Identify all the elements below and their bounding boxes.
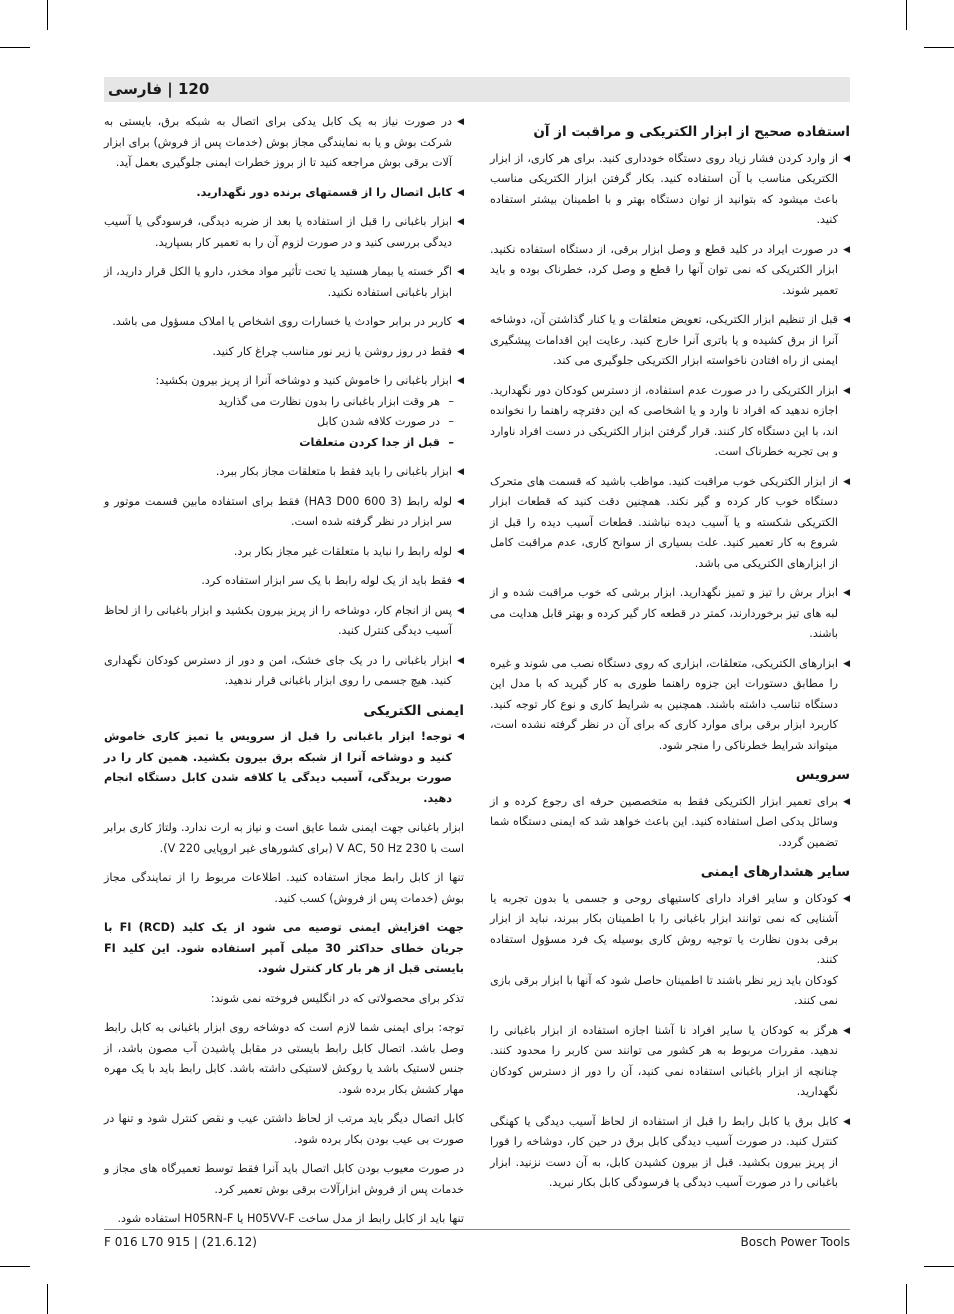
- sub-item: – هر وقت ابزار باغبانی را بدون نظارت می گذارید: [104, 392, 464, 413]
- bullet-item: ◀ کودکان و سایر افراد دارای کاستیهای روحی و جسمی یا بدون تجربه یا آشنایی که نمی توانند ابزار باغبانی را با اطمینان بکار ببرند، نباید از ابزار برقی بدون نظارت یا توجیه روش کاری بوسیله یک فرد مسؤول استفاده کنند.: [490, 889, 850, 971]
- right-column: [490, 120, 850, 1203]
- bullet-item: ◀ فقط در روز روشن یا زیر نور مناسب چراغ کار کنید.: [104, 342, 464, 363]
- paragraph: ابزار باغبانی جهت ایمنی شما عایق است و نیاز به ارت ندارد. ولتاژ کاری برابر است با 230 V AC, 50 Hz (برای کشورهای غیر اروپایی 220 V).: [104, 821, 464, 855]
- bullet-item: ◀ ابزار الکتریکی را در صورت عدم استفاده، از دسترس کودکان دور نگهدارید. اجازه ندهید که افراد نا وارد و یا اشخاصی که این دفترچه راهنما را نخوانده اند، با این دستگاه کار کنند. قرار گرفتن ابزار الکتریکی در دست افراد ناوارد و بی تجربه خطرناک است.: [490, 381, 850, 463]
- header-bar: [104, 77, 850, 102]
- paragraph: کابل اتصال دیگر باید مرتب از لحاظ داشتن عیب و نقص کنترل شود و تنها در صورت بی عیب بودن بکار برده شود.: [104, 1112, 464, 1146]
- bullet-item: ◀ ابزارهای الکتریکی، متعلقات، ابزاری که روی دستگاه نصب می شوند و غیره را مطابق دستورات این جزوه راهنما طوری به کار گیرید که با مدل این دستگاه تناسب داشته باشند. همچنین به شرایط کاری و نوع کار توجه کنید. کاربرد ابزار برقی برای موارد کاری که برای آن در نظر گرفته نشده است، میتواند شرایط خطرناکی را منجر شود.: [490, 654, 850, 757]
- crop-mark: [924, 1266, 954, 1267]
- sub-item: – در صورت کلافه شدن کابل: [104, 412, 464, 433]
- bullet-item: ◀ ابزار برش را تیز و تمیز نگهدارید. ابزار برشی که خوب مراقبت شده و از لبه های تیز برخوردارند، کمتر در قطعه کار گیر کرده و بهتر قابل هدایت می باشند.: [490, 583, 850, 645]
- bullet-item: ◀ کاربر در برابر حوادث یا خسارات روی اشخاص یا املاک مسؤول می باشد.: [104, 312, 464, 333]
- bullet-item: ◀ اگر خسته یا بیمار هستید یا تحت تأثیر مواد مخدر، دارو یا الکل قرار دارید، از ابزار باغبانی استفاده نکنید.: [104, 262, 464, 303]
- bullet-item: ◀ هرگز به کودکان یا سایر افراد نا آشنا اجازه استفاده از ابزار باغبانی را ندهید. مقررات مربوط به هر کشور می توانند سن کاربر را محدود کنند. چنانچه از ابزار باغبانی استفاده نمی کنید، آن را دور از دسترس کودکان نگهدارید.: [490, 1021, 850, 1103]
- section-heading: سرویس: [795, 767, 850, 783]
- crop-mark: [906, 0, 907, 30]
- paragraph: توجه: برای ایمنی شما لازم است که دوشاخه روی ابزار باغبانی به کابل رابط وصل باشد. اتصال کابل رابط بایستی در مقابل پاشیدن آب مصون باشد، از جنس لاستیک باشد یا روکش لاستیکی داشته باشد. کابل رابط باید با یک مهره مهار کشش بکار برده شود.: [104, 1021, 464, 1096]
- crop-mark: [906, 1284, 907, 1314]
- footer-divider: [104, 1229, 850, 1230]
- crop-mark: [47, 1284, 48, 1314]
- footer-doc-code: F 016 L70 915 | (21.6.12): [104, 1235, 257, 1249]
- bullet-item: ◀ کابل اتصال را از قسمتهای برنده دور نگهدارید.: [104, 183, 464, 204]
- crop-mark: [47, 0, 48, 30]
- bullet-item: ◀ پس از انجام کار، دوشاخه را از پریز بیرون بکشید و ابزار باغبانی را از لحاظ آسیب دیدگی کنترل کنید.: [104, 601, 464, 642]
- bullet-item: ◀ کابل برق یا کابل رابط را قبل از استفاده از لحاظ آسیب دیدگی یا کهنگی کنترل کنید. در صورت آسیب دیدگی کابل برق در حین کار، دوشاخه را فورا از پریز بیرون بکشید. قبل از بیرون کشیدن کابل، به آن دست نزنید. ابزار باغبانی را در صورت آسیب دیدگی یا فرسودگی کابل بکار نبرید.: [490, 1112, 850, 1194]
- bullet-item: ◀ ابزار باغبانی را قبل از استفاده یا بعد از ضربه دیدگی، فرسودگی یا آسیب دیدگی بررسی کنید و در صورت لزوم آن را به تعمیر کار بسپارید.: [104, 212, 464, 253]
- bullet-item: ◀ قبل از تنظیم ابزار الکتریکی، تعویض متعلقات و یا کنار گذاشتن آن، دوشاخه آنرا از برق کشیده و یا باتری آنرا خارج کنید. رعایت این اقدامات پیشگیری ایمنی از راه افتادن ناخواسته ابزار الکتریکی جلوگیری می کند.: [490, 310, 850, 372]
- paragraph: تنها باید از کابل رابط از مدل ساخت H05VV-F یا H05RN-F استفاده شود.: [117, 1212, 464, 1225]
- paragraph: تنها از کابل رابط مجاز استفاده کنید. اطلاعات مربوط را از نمایندگی مجاز بوش (خدمات پس از فروش) کسب کنید.: [104, 871, 464, 905]
- bullet-item: ◀ لوله رابط (3 600 HA3 D00) فقط برای استفاده مابین قسمت موتور و سر ابزار در نظر گرفته شده است.: [104, 492, 464, 533]
- crop-mark: [0, 47, 30, 48]
- crop-mark: [924, 47, 954, 48]
- section-heading: ایمنی الکتریکی: [363, 702, 464, 719]
- bullet-item: ◀ ابزار باغبانی را در یک جای خشک، امن و دور از دسترس کودکان نگهداری کنید. هیچ جسمی را روی ابزار باغبانی قرار ندهید.: [104, 651, 464, 692]
- section-heading: سایر هشدارهای ایمنی: [700, 864, 850, 880]
- paragraph: در صورت معیوب بودن کابل اتصال باید آنرا فقط توسط تعمیرگاه های مجاز و خدمات پس از فروش ابزارآلات برقی بوش تعمیر کرد.: [104, 1162, 464, 1196]
- bullet-item: ◀ از وارد کردن فشار زیاد روی دستگاه خودداری کنید. برای هر کاری، از ابزار الکتریکی مناسب با آن استفاده کنید. بکار گرفتن ابزار الکتریکی مناسب باعث میشود که بتوانید از توان دستگاه بهتر و با اطمینان بیشتر استفاده کنید.: [490, 149, 850, 231]
- page-number: 120 | فارسی: [108, 80, 210, 98]
- footer-brand: Bosch Power Tools: [740, 1235, 850, 1249]
- bullet-item: ◀ در صورت نیاز به یک کابل یدکی برای اتصال به شبکه برق، بایستی به شرکت بوش و یا به نمایندگی مجاز بوش (خدمات پس از فروش) برای ابزار آلات برقی بوش مراجعه کنید تا از بروز خطرات ایمنی جلوگیری بعمل آید.: [104, 112, 464, 174]
- bullet-item: ◀ ابزار باغبانی را خاموش کنید و دوشاخه آنرا از پریز بیرون بکشید:: [104, 371, 464, 392]
- bullet-item: ◀ از ابزار الکتریکی خوب مراقبت کنید. مواظب باشید که قسمت های متحرک دستگاه خوب کار کرده و گیر نکند. همچنین دقت کنید که قطعات ابزار الکتریکی شکسته و یا آسیب دیده نباشند. قطعات آسیب دیده را قبل از شروع به کار تعمیر کنید. علت بسیاری از سوانح کاری، عدم مراقبت کامل از ابزارهای الکتریکی می باشد.: [490, 472, 850, 575]
- bullet-item: ◀ برای تعمیر ابزار الکتریکی فقط به متخصصین حرفه ای رجوع کرده و از وسائل یدکی اصل استفاده کنید. این باعث خواهد شد که ایمنی دستگاه شما تضمین گردد.: [490, 792, 850, 854]
- paragraph: تذکر برای محصولاتی که در انگلیس فروخته نمی شوند:: [210, 991, 464, 1005]
- bullet-item: ◀ توجه! ابزار باغبانی را قبل از سرویس یا تمیز کاری خاموش کنید و دوشاخه آنرا از شبکه برق بیرون بکشید. همین کار را در صورت بریدگی، آسیب دیدگی یا کلافه شدن کابل دستگاه انجام دهید.: [104, 727, 464, 809]
- bullet-item: ◀ لوله رابط را نباید با متعلقات غیر مجاز بکار برد.: [104, 542, 464, 563]
- bullet-item: ◀ ابزار باغبانی را باید فقط با متعلقات مجاز بکار ببرد.: [104, 462, 464, 483]
- paragraph: کودکان باید زیر نظر باشند تا اطمینان حاصل شود که آنها با ابزار برقی بازی نمی کنند.: [490, 973, 838, 1007]
- left-column: [104, 112, 464, 1239]
- sub-item: – قبل از جدا کردن متعلقات: [104, 433, 464, 454]
- crop-mark: [0, 1266, 30, 1267]
- paragraph: جهت افزایش ایمنی توصیه می شود از یک کلید FI (RCD) با جریان خطای حداکثر 30 میلی آمپر استفاده شود. این کلید FI بایستی قبل از هر بار کار کنترل شود.: [104, 921, 464, 975]
- bullet-item: ◀ فقط باید از یک لوله رابط با یک سر ابزار استفاده کرد.: [104, 571, 464, 592]
- bullet-item: ◀ در صورت ایراد در کلید قطع و وصل ابزار برقی، از دستگاه استفاده نکنید. ابزار الکتریکی که نمی توان آنها را قطع و وصل کرد، خطرناک بوده و باید تعمیر شوند.: [490, 240, 850, 302]
- section-heading: استفاده صحیح از ابزار الکتریکی و مراقبت از آن: [533, 124, 850, 140]
